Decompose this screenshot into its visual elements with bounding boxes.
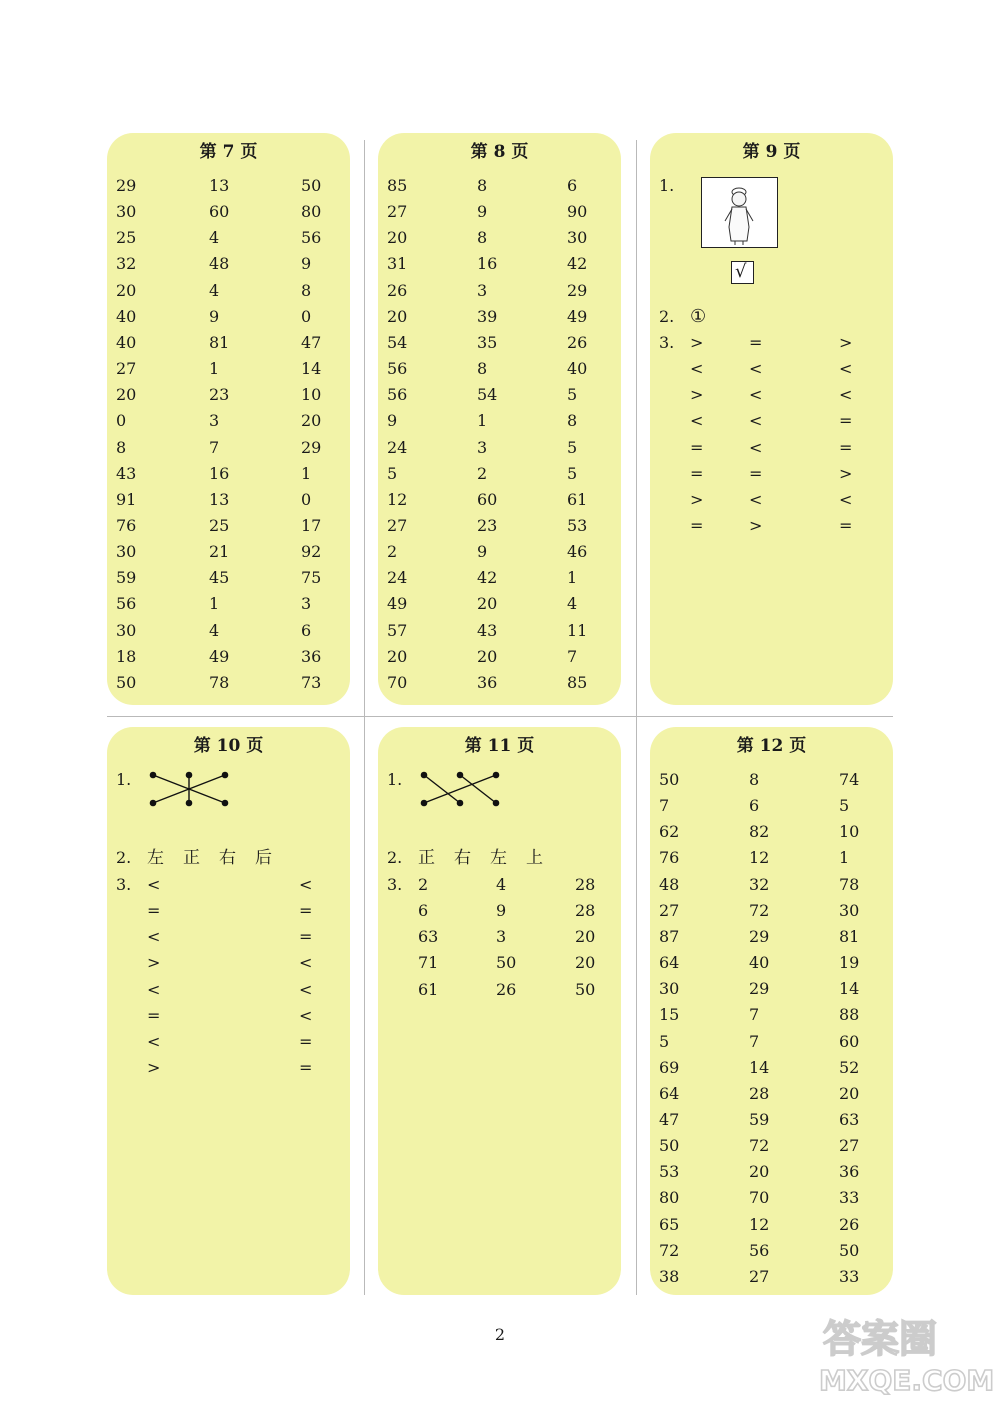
comparison-symbol: < [299,1005,313,1025]
comparison-symbol: > [690,333,704,352]
answer-value: 49 [567,306,588,326]
comparison-symbol: < [299,979,313,999]
answer-value: 50 [839,1240,860,1260]
answer-value: 32 [749,874,770,894]
answer-value: 1 [209,594,220,614]
answer-value: 40 [567,359,588,379]
answer-value: 56 [749,1240,770,1260]
answer-value: 69 [659,1057,680,1077]
answer-value: 14 [839,979,860,999]
answer-value: 29 [116,176,137,195]
comparison-symbol: = [147,901,161,921]
comparison-symbol: < [147,875,161,894]
comparison-symbol: > [839,463,853,483]
answer-value: 40 [116,332,137,352]
check-box [731,261,754,284]
answer-value: 23 [209,385,230,405]
answer-value: 59 [749,1109,770,1129]
answer-value: 23 [477,515,498,535]
answer-value: 60 [839,1031,860,1051]
answer-value: 27 [387,202,408,222]
answer-value: 25 [116,228,137,248]
answer-value: 1 [567,568,578,588]
answer-value: 26 [839,1214,860,1234]
comparison-symbol: = [299,927,313,947]
comparison-symbol: < [839,359,853,379]
answer-value: 39 [477,306,498,326]
direction-answer: 右 [454,848,471,868]
answer-value: 80 [659,1188,680,1208]
comparison-symbol: < [147,979,161,999]
answer-value: 2 [387,542,398,562]
answer-value: 57 [387,620,408,640]
answer-value: 13 [209,489,230,509]
answer-value: 43 [477,620,498,640]
answer-value: 9 [209,306,220,326]
answer-value: 60 [209,202,230,222]
answer-panel-page-7 [107,133,350,705]
answer-value: 7 [209,437,220,457]
answer-value: 28 [749,1083,770,1103]
comparison-symbol: = [690,463,704,483]
answer-value: 20 [387,228,408,248]
answer-value: 7 [749,1005,760,1025]
answer-value: 72 [749,900,770,920]
direction-answer: 左 [147,848,164,868]
comparison-symbol: = [839,516,853,536]
direction-answer: 正 [418,848,435,868]
answer-value: 74 [839,770,860,789]
answer-value: 20 [116,385,137,405]
question-number: 1. [659,176,675,195]
answer-value: 30 [567,228,588,248]
direction-answer: 正 [183,848,200,868]
answer-value: 50 [575,979,596,999]
answer-value: 49 [209,646,230,666]
answer-value: 3 [477,437,488,457]
answer-value: 30 [116,542,137,562]
answer-value: 26 [567,332,588,352]
comparison-symbol: = [690,516,704,536]
answer-value: 88 [839,1005,860,1025]
panel-title: 第 11 页 [464,736,535,756]
answer-value: 21 [209,542,230,562]
answer-value: 50 [659,1136,680,1156]
answer-value: 71 [418,953,439,973]
comparison-symbol: > [147,1058,161,1078]
comparison-symbol: < [749,411,763,431]
comparison-symbol: = [147,1005,161,1025]
answer-value: 27 [749,1266,770,1286]
answer-value: 4 [567,594,578,614]
answer-value: 54 [477,385,498,405]
answer-value: 14 [301,359,322,379]
answer-value: 50 [659,770,680,789]
answer-value: 61 [418,979,439,999]
answer-value: 20 [387,646,408,666]
answer-value: 4 [209,280,220,300]
answer-value: 20 [575,953,596,973]
answer-value: 56 [301,228,322,248]
answer-value: 20 [575,927,596,947]
page-number: 2 [494,1325,506,1344]
watermark-logo [815,1310,995,1395]
answer-value: ① [690,306,707,327]
answer-value: 35 [477,332,498,352]
answer-value: 47 [301,332,322,352]
answer-value: 1 [301,463,312,483]
answer-value: 2 [418,875,429,894]
answer-value: 5 [387,463,398,483]
answer-value: 80 [301,202,322,222]
question-number: 1. [116,770,132,789]
answer-value: 75 [301,568,322,588]
answer-value: 3 [477,280,488,300]
answer-value: 6 [567,176,578,195]
answer-value: 85 [387,176,408,195]
panel-title: 第 8 页 [470,142,529,162]
answer-value: 43 [116,463,137,483]
answer-value: 72 [659,1240,680,1260]
answer-value: 15 [659,1005,680,1025]
answer-value: 36 [301,646,322,666]
answer-value: 5 [839,796,850,816]
answer-value: 17 [301,515,322,535]
answer-value: 5 [567,463,578,483]
answer-value: 27 [116,359,137,379]
answer-value: 30 [116,620,137,640]
answer-value: 65 [659,1214,680,1234]
answer-value: 26 [387,280,408,300]
answer-value: 46 [567,542,588,562]
answer-value: 9 [477,542,488,562]
question-number: 3. [659,333,675,352]
checkmark-icon: √ [735,261,747,282]
comparison-symbol: < [299,953,313,973]
answer-value: 91 [116,489,137,509]
answer-value: 87 [659,926,680,946]
panel-title: 第 9 页 [742,142,801,162]
answer-value: 28 [575,875,596,894]
answer-panel-page-8 [378,133,621,705]
answer-value: 14 [749,1057,770,1077]
answer-value: 19 [839,953,860,973]
comparison-symbol: = [839,437,853,457]
panel-title: 第 10 页 [193,736,264,756]
answer-value: 48 [659,874,680,894]
answer-value: 73 [301,672,322,692]
comparison-symbol: < [839,385,853,405]
answer-value: 4 [209,620,220,640]
comparison-symbol: < [749,359,763,379]
answer-value: 76 [116,515,137,535]
answer-value: 50 [116,672,137,692]
column-divider-right [636,140,637,1295]
answer-value: 9 [387,411,398,431]
answer-value: 50 [496,953,517,973]
watermark-text-top: 答案圈 [823,1317,938,1361]
answer-value: 9 [477,202,488,222]
answer-value: 8 [477,228,488,248]
direction-answer: 后 [255,848,272,868]
comparison-symbol: > [839,333,853,352]
comparison-symbol: > [690,385,704,405]
comparison-symbol: < [147,927,161,947]
question-number: 2. [659,307,675,326]
comparison-symbol: > [749,516,763,536]
answer-value: 52 [839,1057,860,1077]
answer-value: 8 [749,770,760,789]
answer-value: 81 [839,926,860,946]
answer-value: 31 [387,254,408,274]
answer-value: 24 [387,437,408,457]
answer-value: 30 [659,979,680,999]
answer-value: 9 [496,901,507,921]
answer-value: 78 [209,672,230,692]
answer-value: 50 [301,176,322,195]
matching-lines-diagram [147,769,233,809]
comparison-symbol: = [299,1031,313,1051]
panel-title: 第 12 页 [736,736,807,756]
answer-value: 10 [301,385,322,405]
comparison-symbol: = [299,1058,313,1078]
answer-value: 6 [418,901,429,921]
answer-value: 5 [659,1031,670,1051]
panel-title: 第 7 页 [199,142,258,162]
answer-value: 47 [659,1109,680,1129]
direction-answer: 左 [490,848,507,868]
comparison-symbol: = [690,437,704,457]
direction-answer: 右 [219,848,236,868]
answer-value: 20 [477,594,498,614]
answer-value: 7 [749,1031,760,1051]
answer-value: 1 [477,411,488,431]
answer-value: 4 [496,875,507,894]
answer-value: 2 [477,463,488,483]
answer-value: 30 [839,900,860,920]
answer-value: 61 [567,489,588,509]
answer-value: 26 [496,979,517,999]
answer-value: 4 [209,228,220,248]
answer-value: 54 [387,332,408,352]
comparison-symbol: = [749,463,763,483]
comparison-symbol: < [749,489,763,509]
answer-value: 1 [839,848,850,868]
answer-value: 20 [749,1162,770,1182]
answer-value: 18 [116,646,137,666]
matching-lines-diagram [418,769,504,809]
answer-value: 24 [387,568,408,588]
answer-value: 62 [659,822,680,842]
answer-value: 56 [387,359,408,379]
question-number: 3. [387,875,403,894]
comparison-symbol: < [690,411,704,431]
answer-value: 8 [116,437,127,457]
answer-value: 8 [477,176,488,195]
direction-answer: 上 [526,848,543,868]
answer-value: 36 [477,672,498,692]
column-divider-left [364,140,365,1295]
answer-value: 56 [387,385,408,405]
answer-value: 29 [749,926,770,946]
answer-value: 3 [209,411,220,431]
answer-value: 25 [209,515,230,535]
comparison-symbol: > [690,489,704,509]
answer-value: 12 [749,1214,770,1234]
answer-value: 40 [116,306,137,326]
answer-value: 27 [387,515,408,535]
answer-value: 32 [116,254,137,274]
comparison-symbol: < [749,385,763,405]
answer-panel-page-9 [650,133,893,705]
answer-value: 33 [839,1188,860,1208]
answer-value: 53 [567,515,588,535]
answer-value: 20 [387,306,408,326]
answer-value: 56 [116,594,137,614]
answer-value: 16 [477,254,498,274]
answer-value: 33 [839,1266,860,1286]
answer-value: 9 [301,254,312,274]
watermark-text-bottom: MXQE.COM [819,1364,995,1395]
answer-value: 3 [301,594,312,614]
answer-panel-page-11 [378,727,621,1295]
answer-value: 82 [749,822,770,842]
answer-value: 29 [301,437,322,457]
answer-value: 29 [567,280,588,300]
answer-value: 12 [749,848,770,868]
answer-value: 36 [839,1162,860,1182]
answer-value: 29 [749,979,770,999]
answer-value: 92 [301,542,322,562]
comparison-symbol: < [299,875,313,894]
answer-value: 72 [749,1136,770,1156]
answer-value: 20 [301,411,322,431]
answer-value: 85 [567,672,588,692]
answer-value: 53 [659,1162,680,1182]
answer-value: 8 [477,359,488,379]
answer-value: 49 [387,594,408,614]
answer-value: 7 [567,646,578,666]
question-number: 1. [387,770,403,789]
comparison-symbol: = [839,411,853,431]
answer-value: 8 [301,280,312,300]
answer-value: 63 [839,1109,860,1129]
answer-value: 8 [567,411,578,431]
answer-value: 10 [839,822,860,842]
answer-value: 6 [749,796,760,816]
answer-value: 0 [301,489,312,509]
answer-value: 48 [209,254,230,274]
answer-value: 81 [209,332,230,352]
answer-value: 5 [567,385,578,405]
answer-value: 70 [749,1188,770,1208]
answer-value: 28 [575,901,596,921]
answer-value: 45 [209,568,230,588]
question-number: 2. [387,848,403,867]
answer-value: 42 [477,568,498,588]
answer-value: 70 [387,672,408,692]
comparison-symbol: > [147,953,161,973]
answer-value: 20 [116,280,137,300]
comparison-symbol: < [749,437,763,457]
answer-value: 7 [659,796,670,816]
answer-value: 38 [659,1266,680,1286]
comparison-symbol: = [749,333,763,352]
row-divider [107,716,893,717]
answer-panel-page-10 [107,727,350,1295]
answer-value: 0 [116,411,127,431]
comparison-symbol: < [147,1031,161,1051]
answer-value: 11 [567,620,588,640]
comparison-symbol: < [690,359,704,379]
answer-value: 78 [839,874,860,894]
comparison-symbol: = [299,901,313,921]
answer-value: 1 [209,359,220,379]
answer-value: 63 [418,927,439,947]
question-number: 2. [116,848,132,867]
answer-value: 60 [477,489,498,509]
answer-value: 30 [116,202,137,222]
answer-panel-page-12 [650,727,893,1295]
answer-value: 59 [116,568,137,588]
answer-value: 20 [477,646,498,666]
answer-value: 3 [496,927,507,947]
answer-value: 0 [301,306,312,326]
answer-value: 27 [839,1136,860,1156]
answer-value: 13 [209,176,230,195]
answer-value: 76 [659,848,680,868]
answer-value: 27 [659,900,680,920]
answer-value: 90 [567,202,588,222]
question-number: 3. [116,875,132,894]
child-figure-illustration [701,177,778,248]
comparison-symbol: < [839,489,853,509]
answer-value: 64 [659,953,680,973]
answer-value: 6 [301,620,312,640]
answer-value: 5 [567,437,578,457]
answer-value: 64 [659,1083,680,1103]
answer-value: 40 [749,953,770,973]
answer-value: 12 [387,489,408,509]
answer-value: 16 [209,463,230,483]
answer-value: 20 [839,1083,860,1103]
answer-value: 42 [567,254,588,274]
